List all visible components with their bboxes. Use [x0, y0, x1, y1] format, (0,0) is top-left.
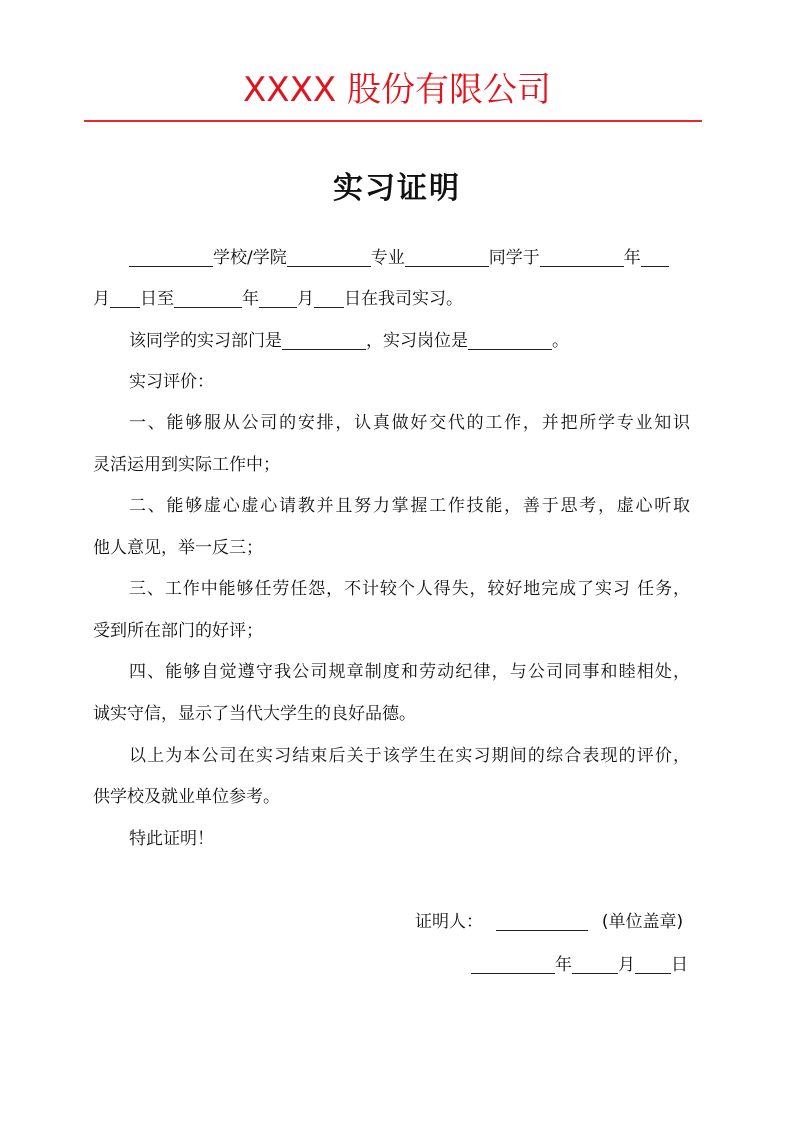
sign-month-blank[interactable] [572, 955, 618, 974]
year-label: 年 [623, 248, 641, 268]
sign-month-label: 月 [618, 955, 635, 975]
end-label: 日在我司实习。 [344, 289, 463, 309]
para-5-line-1: 以上为本公司在实习结束后关于该学生在实习期间的综合表现的评价， [129, 746, 690, 766]
closing: 特此证明！ [129, 829, 214, 849]
end-year-blank[interactable] [174, 289, 242, 308]
major-label: 专业 [370, 248, 405, 268]
para-4-line-2: 诚实守信，显示了当代大学生的良好品德。 [93, 704, 416, 724]
company-name: XXXX 股份有限公司 [243, 70, 551, 110]
school-label: 学校/学院 [213, 248, 287, 268]
start-month-blank[interactable] [641, 248, 669, 267]
period: 。 [552, 331, 569, 351]
end-day-blank[interactable] [314, 289, 344, 308]
school-blank[interactable] [129, 248, 213, 267]
day-to-label: 日至 [140, 289, 174, 309]
para-1-line-2: 灵活运用到实际工作中； [93, 455, 280, 475]
para-3-line-1: 三、工作中能够任劳任怨，不计较个人得失，较好地完成了实习 任务， [129, 579, 690, 599]
signature-line [415, 910, 683, 934]
document-title: 实习证明 [333, 171, 461, 206]
student-blank[interactable] [405, 248, 489, 267]
signer-label: 证明人： [415, 912, 483, 932]
eval-label: 实习评价： [129, 372, 214, 392]
position-label: ，实习岗位是 [366, 331, 468, 351]
para-5-line-2: 供学校及就业单位参考。 [93, 787, 280, 807]
dept-label: 该同学的实习部门是 [129, 331, 282, 351]
sign-day-blank[interactable] [635, 955, 671, 974]
sign-year-label: 年 [555, 955, 572, 975]
intro-line-1 [129, 246, 690, 270]
para-3-line-2: 受到所在部门的好评； [93, 621, 263, 641]
dept-line [129, 329, 690, 353]
sign-day-label: 日 [671, 955, 688, 975]
para-1-line-1: 一、能够服从公司的安排，认真做好交代的工作，并把所学专业知识 [129, 413, 690, 433]
start-year-blank[interactable] [540, 248, 624, 267]
intro-line-2 [93, 287, 690, 311]
month2-label: 月 [297, 289, 314, 309]
para-2-line-2: 他人意见，举一反三； [93, 538, 263, 558]
sign-year-blank[interactable] [471, 955, 555, 974]
position-blank[interactable] [468, 331, 552, 350]
para-4-line-1: 四、能够自觉遵守我公司规章制度和劳动纪律，与公司同事和睦相处， [129, 662, 690, 682]
signer-blank[interactable] [496, 912, 588, 931]
student-label: 同学于 [488, 248, 540, 268]
date-line [471, 953, 688, 977]
dept-blank[interactable] [282, 331, 366, 350]
seal-label: (单位盖章) [601, 912, 684, 932]
end-month-blank[interactable] [259, 289, 297, 308]
start-day-blank[interactable] [110, 289, 140, 308]
header-divider [84, 120, 702, 122]
major-blank[interactable] [287, 248, 371, 267]
para-2-line-1: 二、能够虚心虚心请教并且努力掌握工作技能，善于思考，虚心听取 [129, 496, 690, 516]
year2-label: 年 [242, 289, 259, 309]
month-label: 月 [93, 289, 110, 309]
